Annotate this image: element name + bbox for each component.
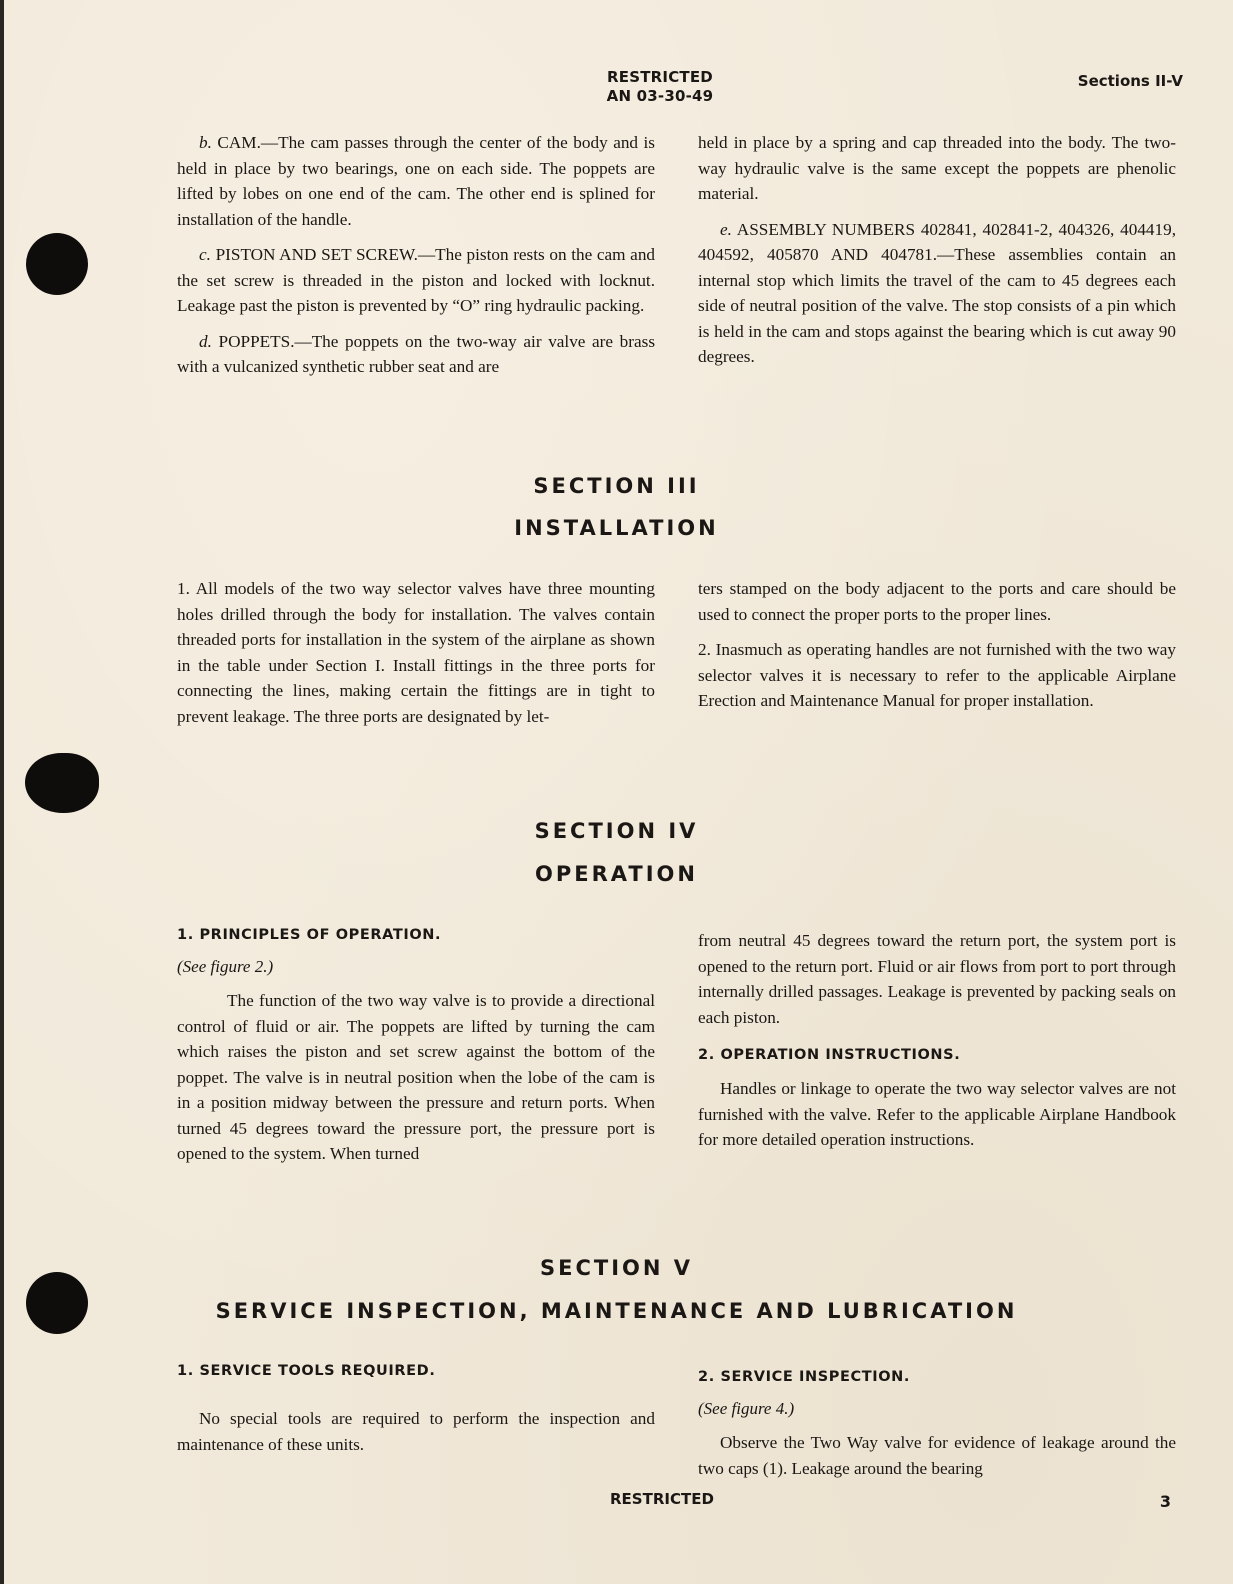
paragraph-installation-1: 1. All models of the two way selector valves have three mounting holes drilled through the body for installation. The valves contain threaded ports for installation in the system of the airplane as shown in the table under Section I. Install fittings in the three ports for connecting the lines, making certain the fittings are in tight to prevent leakage. The three ports are designated by let- [177,579,655,726]
paragraph-principles-continued: from neutral 45 degrees toward the return port, the system port is opened to the return port. Fluid or air flows from port to port through internally drilled passages. Leakage is prevented by packing seals on each piston. [698,931,1176,1027]
page-header [560,68,760,106]
paragraph-installation-1-continued: ters stamped on the body adjacent to the ports and care should be used to connect the proper ports to the proper lines. [698,579,1176,624]
section3-left-column [177,576,655,739]
figure-reference-2: (See figure 2.) [177,957,274,976]
header-classification: RESTRICTED [607,68,713,86]
paragraph-service-tools: No special tools are required to perform the inspection and maintenance of these units. [177,1409,655,1454]
subheading-service-inspection: 2. SERVICE INSPECTION. [698,1369,910,1385]
section4-right-column [698,928,1176,1163]
footer-classification: RESTRICTED [610,1490,714,1508]
section2-left-column [177,130,655,390]
punch-hole-middle [25,753,99,813]
paragraph-cam: b. CAM.—The cam passes through the center of the body and is held in place by two bearings, one on each side. The poppets are lifted by lobes on one end of the cam. The other end is splined for installation of the handle. [177,133,655,229]
header-doc-number: AN 03-30-49 [606,87,714,105]
paragraph-piston-set-screw: c. PISTON AND SET SCREW.—The piston rests on the cam and the set screw is threaded in the piston and locked with locknut. Leakage past the piston is prevented by “O” ring hydraulic packing. [177,245,656,315]
section4-number: SECTION IV [534,819,699,843]
paragraph-operation-instructions: Handles or linkage to operate the two way selector valves are not furnished with the valve. Refer to the applicable Airplane Handbook for more detailed operation instructions. [698,1079,1176,1149]
page-number: 3 [1159,1492,1171,1511]
section4-left-column [177,924,655,1177]
section5-title: SERVICE INSPECTION, MAINTENANCE AND LUBRICATION [215,1299,1018,1323]
paragraph-service-inspection: Observe the Two Way valve for evidence of leakage around the two caps (1). Leakage around the bearing [698,1433,1176,1478]
section5-left-column [177,1360,655,1467]
subheading-service-tools: 1. SERVICE TOOLS REQUIRED. [177,1363,436,1379]
paragraph-poppets: d. POPPETS.—The poppets on the two-way air valve are brass with a vulcanized synthetic rubber seat and are [177,331,656,376]
paragraph-poppets-continued: held in place by a spring and cap threaded into the body. The two-way hydraulic valve is the same except the poppets are phenolic material. [698,133,1176,203]
section5-right-column [698,1366,1176,1491]
section5-number: SECTION V [539,1256,693,1280]
figure-reference-4: (See figure 4.) [698,1399,795,1418]
paragraph-assembly-numbers: e. ASSEMBLY NUMBERS 402841, 402841-2, 404326, 404419, 404592, 405870 AND 404781.—These assemblies contain an internal stop which limits the travel of the cam to 45 degrees each side of neutral position of the valve. The stop consists of a pin which is held in the cam and stops against the bearing which is cut away 90 degrees. [698,219,1176,366]
section3-number: SECTION III [533,474,700,498]
paragraph-principles: The function of the two way valve is to provide a directional control of fluid or air. The poppets are lifted by turning the cam which raises the piston and set screw against the bottom of the poppet. The valve is in neutral position when the lobe of the cam is in a position midway between the pressure and return ports. When turned 45 degrees toward the pressure port, the pressure port is opened to the system. When turned [177,991,655,1163]
subheading-operation-instructions: 2. OPERATION INSTRUCTIONS. [698,1047,961,1063]
punch-hole-top [26,233,88,295]
section2-right-column [698,130,1176,380]
header-sections-label: Sections II-V [1077,72,1183,90]
section3-right-column [698,576,1176,724]
section4-title: OPERATION [535,862,698,886]
paragraph-installation-2: 2. Inasmuch as operating handles are not furnished with the two way selector valves it is necessary to refer to the applicable Airplane Erection and Maintenance Manual for proper installation. [698,640,1176,710]
page-edge [0,0,4,1584]
section3-title: INSTALLATION [514,516,719,540]
subheading-principles: 1. PRINCIPLES OF OPERATION. [177,927,442,943]
